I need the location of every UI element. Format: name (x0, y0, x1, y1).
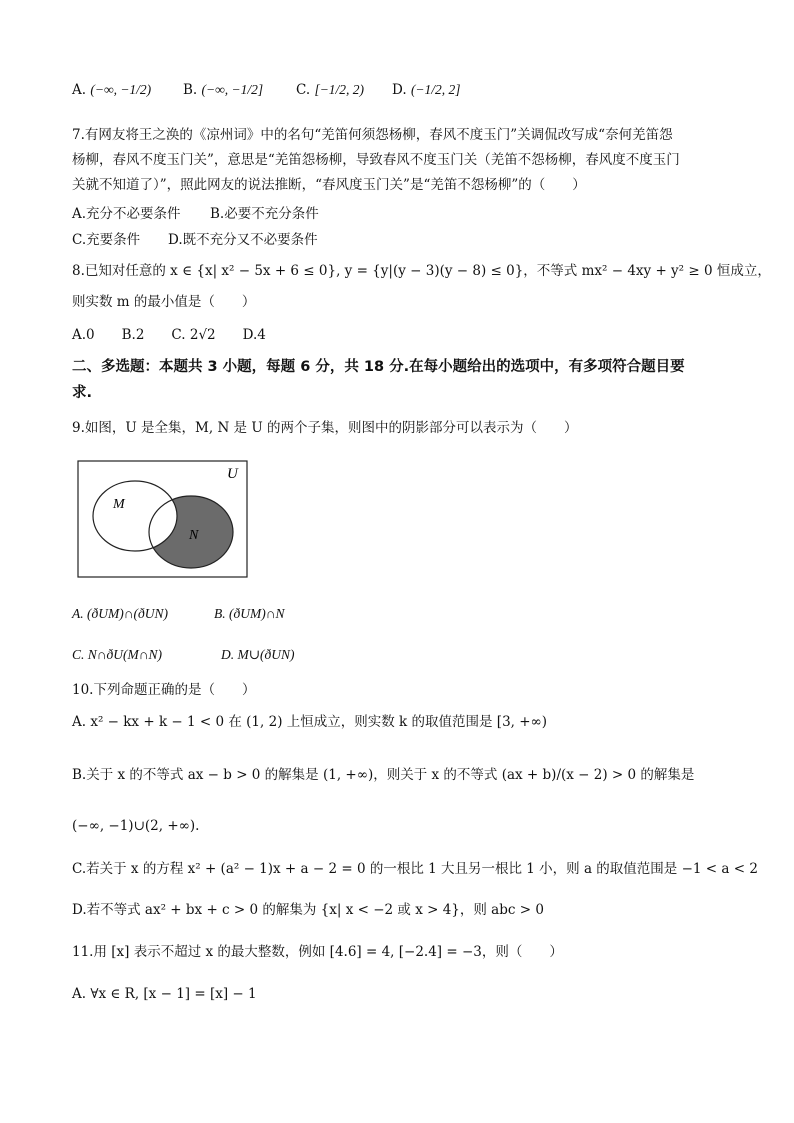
q9-option-d: D. M∪(ðUN) (221, 647, 295, 662)
q8-options: A.0 B.2 C. 2√2 D.4 (72, 327, 266, 343)
label-n: N (189, 528, 199, 543)
q8-line-1: 8.已知对任意的 x ∈ {x| x² − 5x + 6 ≤ 0}, y = {y|(y − 3)(y − 8) ≤ 0}，不等式 mx² − 4xy + y² ≥ 0 恒成立， (72, 263, 771, 279)
q10-option-a: A. x² − kx + k − 1 < 0 在 (1, 2) 上恒成立，则实数 k 的取值范围是 [3, +∞) (72, 714, 548, 730)
q10-option-b-line-2: (−∞, −1)∪(2, +∞). (72, 818, 200, 834)
q6-option-d: D. (−1/2, 2] (392, 82, 461, 98)
q8-line-2: 则实数 m 的最小值是（ ） (72, 294, 256, 310)
q9-stem: 9.如图，U 是全集，M, N 是 U 的两个子集，则图中的阴影部分可以表示为（ ） (72, 420, 578, 436)
q10-option-d: D.若不等式 ax² + bx + c > 0 的解集为 {x| x < −2 或 x > 4}，则 abc > 0 (72, 902, 544, 918)
q7-option-d: D.既不充分又不必要条件 (168, 232, 318, 248)
label-m: M (113, 497, 125, 512)
q6-option-b: B. (−∞, −1/2] (183, 82, 264, 98)
venn-diagram (77, 460, 249, 580)
q10-option-b-line-1: B.关于 x 的不等式 ax − b > 0 的解集是 (1, +∞)，则关于 x 的不等式 (ax + b)/(x − 2) > 0 的解集是 (72, 767, 695, 783)
q6-option-a: A. (−∞, −1/2) (72, 82, 152, 98)
q7-line-2: 杨柳，春风不度玉门关”，意思是“羌笛怨杨柳，导致春风不度玉门关（羌笛不怨杨柳，春风度不度玉门 (72, 152, 680, 168)
q9-option-c: C. N∩ðU(M∩N) (72, 647, 162, 662)
q11-stem: 11.用 [x] 表示不超过 x 的最大整数，例如 [4.6] = 4, [−2.4] = −3，则（ ） (72, 944, 563, 960)
q11-option-a: A. ∀x ∈ R, [x − 1] = [x] − 1 (72, 986, 257, 1002)
q7-line-3: 关就不知道了）”，照此网友的说法推断，“春风度玉门关”是“羌笛不怨杨柳”的（ ） (72, 177, 586, 193)
q7-option-b: B.必要不充分条件 (210, 206, 319, 222)
q7-line-1: 7.有网友将王之涣的《凉州词》中的名句“羌笛何须怨杨柳，春风不度玉门”关调侃改写成“奈何羌笛怨 (72, 127, 673, 143)
section-2-heading-line-1: 二、多选题：本题共 3 小题，每题 6 分，共 18 分.在每小题给出的选项中，有多项符合题目要 (72, 359, 685, 375)
set-m-ellipse (93, 481, 177, 551)
q10-stem: 10.下列命题正确的是（ ） (72, 682, 256, 698)
q6-option-c: C. [−1/2, 2) (296, 82, 365, 98)
q10-option-c: C.若关于 x 的方程 x² + (a² − 1)x + a − 2 = 0 的一根比 1 大且另一根比 1 小，则 a 的取值范围是 −1 < a < 2 (72, 861, 758, 877)
q9-option-b: B. (ðUM)∩N (214, 606, 285, 621)
q7-option-a: A.充分不必要条件 (72, 206, 181, 222)
label-u: U (227, 466, 238, 482)
section-2-heading-line-2: 求. (72, 385, 93, 401)
q9-option-a: A. (ðUM)∩(ðUN) (72, 606, 168, 621)
q7-option-c: C.充要条件 (72, 232, 141, 248)
